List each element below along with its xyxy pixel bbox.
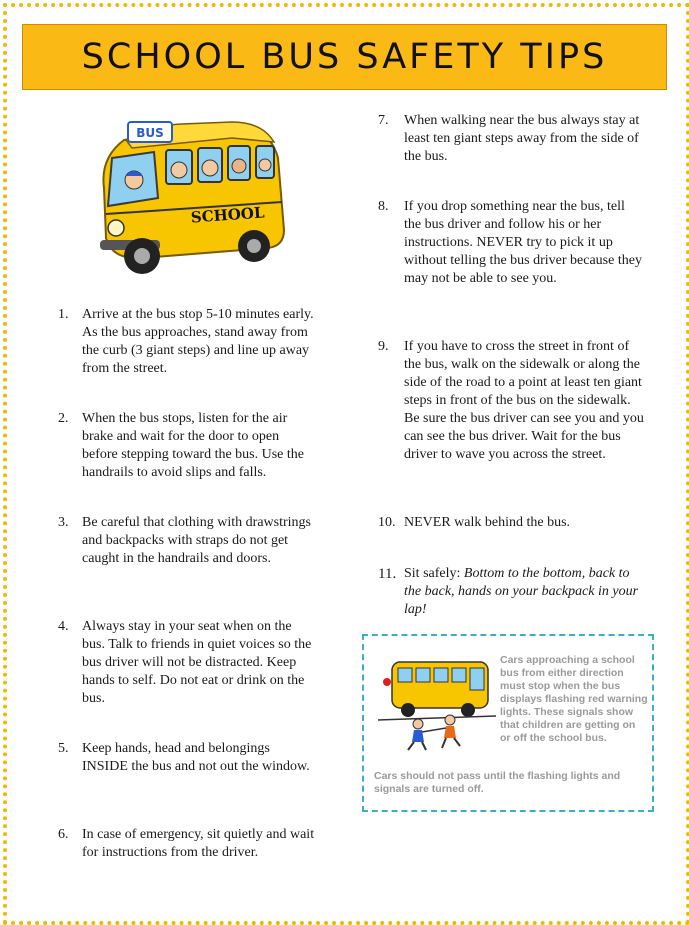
tip-number: 10. xyxy=(378,515,396,530)
tip-number: 8. xyxy=(378,199,389,214)
tip-6 xyxy=(58,826,318,864)
tip-8 xyxy=(378,198,648,308)
tip-number: 9. xyxy=(378,339,389,354)
tip-text: If you drop something near the bus, tell the bus driver and follow his or her instructions. NEVER try to pick it up without telling the bus driver because they may not be able to see you. xyxy=(404,199,642,286)
tip-4 xyxy=(58,618,318,710)
tip-3 xyxy=(58,514,318,588)
tip-number: 11. xyxy=(378,566,397,582)
tip-7 xyxy=(378,112,648,168)
tip-number: 1. xyxy=(58,307,69,322)
tip-2 xyxy=(58,410,318,484)
info-main-text: Cars approaching a school bus from either direction must stop when the bus displays flashing red warning lights. These signals show that children are getting on or off the school bus. xyxy=(500,654,648,744)
tip-10 xyxy=(378,514,648,534)
info-box xyxy=(362,634,654,812)
title-banner xyxy=(22,24,667,90)
tip-lead: Sit safely: xyxy=(404,566,464,581)
tip-emphasis: Bottom to the bottom, back to the back, hands on your backpack in your lap! xyxy=(404,566,639,617)
tip-number: 5. xyxy=(58,741,69,756)
tip-text: If you have to cross the street in front of the bus, walk on the sidewalk or along the side of the road to a point at least ten giant steps in front of the bus on the sidewalk. Be sure the bus driver can see you and you can see the bus driver. Wait for the bus driver to wave you across the street. xyxy=(404,339,644,462)
tip-text: Keep hands, head and belongings INSIDE the bus and not out the window. xyxy=(82,741,310,774)
tip-11 xyxy=(378,565,648,621)
tip-number: 3. xyxy=(58,515,69,530)
tip-text: Be careful that clothing with drawstrings and backpacks with straps do not get caught in the handrails and doors. xyxy=(82,515,311,566)
tip-1 xyxy=(58,306,318,380)
tip-text: NEVER walk behind the bus. xyxy=(404,515,571,530)
tip-text: When walking near the bus always stay at least ten giant steps away from the side of the bus. xyxy=(404,113,640,164)
info-footer-text: Cars should not pass until the flashing lights and signals are turned off. xyxy=(374,770,621,795)
tip-number: 2. xyxy=(58,411,69,426)
tip-number: 4. xyxy=(58,619,69,634)
tip-9 xyxy=(378,338,648,484)
tip-text: In case of emergency, sit quietly and wait for instructions from the driver. xyxy=(82,827,315,860)
school-bus-illustration xyxy=(82,118,290,276)
tip-text: When the bus stops, listen for the air brake and wait for the door to open before stepping toward the bus. Use the handrails to avoid slips and falls. xyxy=(82,411,304,480)
tip-text xyxy=(404,565,644,619)
bus-side-text: SCHOOL xyxy=(190,203,266,227)
tip-text: Always stay in your seat when on the bus. Talk to friends in quiet voices so the bus driver will not be distracted. Keep hands to self. Do not eat or drink on the bus. xyxy=(82,619,312,706)
bus-sign-text: BUS xyxy=(136,126,164,140)
tip-text: Arrive at the bus stop 5-10 minutes early. As the bus approaches, stand away from the curb (3 giant steps) and line up away from the street. xyxy=(82,307,314,376)
tip-5 xyxy=(58,740,318,796)
page-title: SCHOOL BUS SAFETY TIPS xyxy=(81,37,608,77)
bus-crossing-illustration xyxy=(378,654,496,752)
tip-number: 6. xyxy=(58,827,69,842)
tip-number: 7. xyxy=(378,113,389,128)
